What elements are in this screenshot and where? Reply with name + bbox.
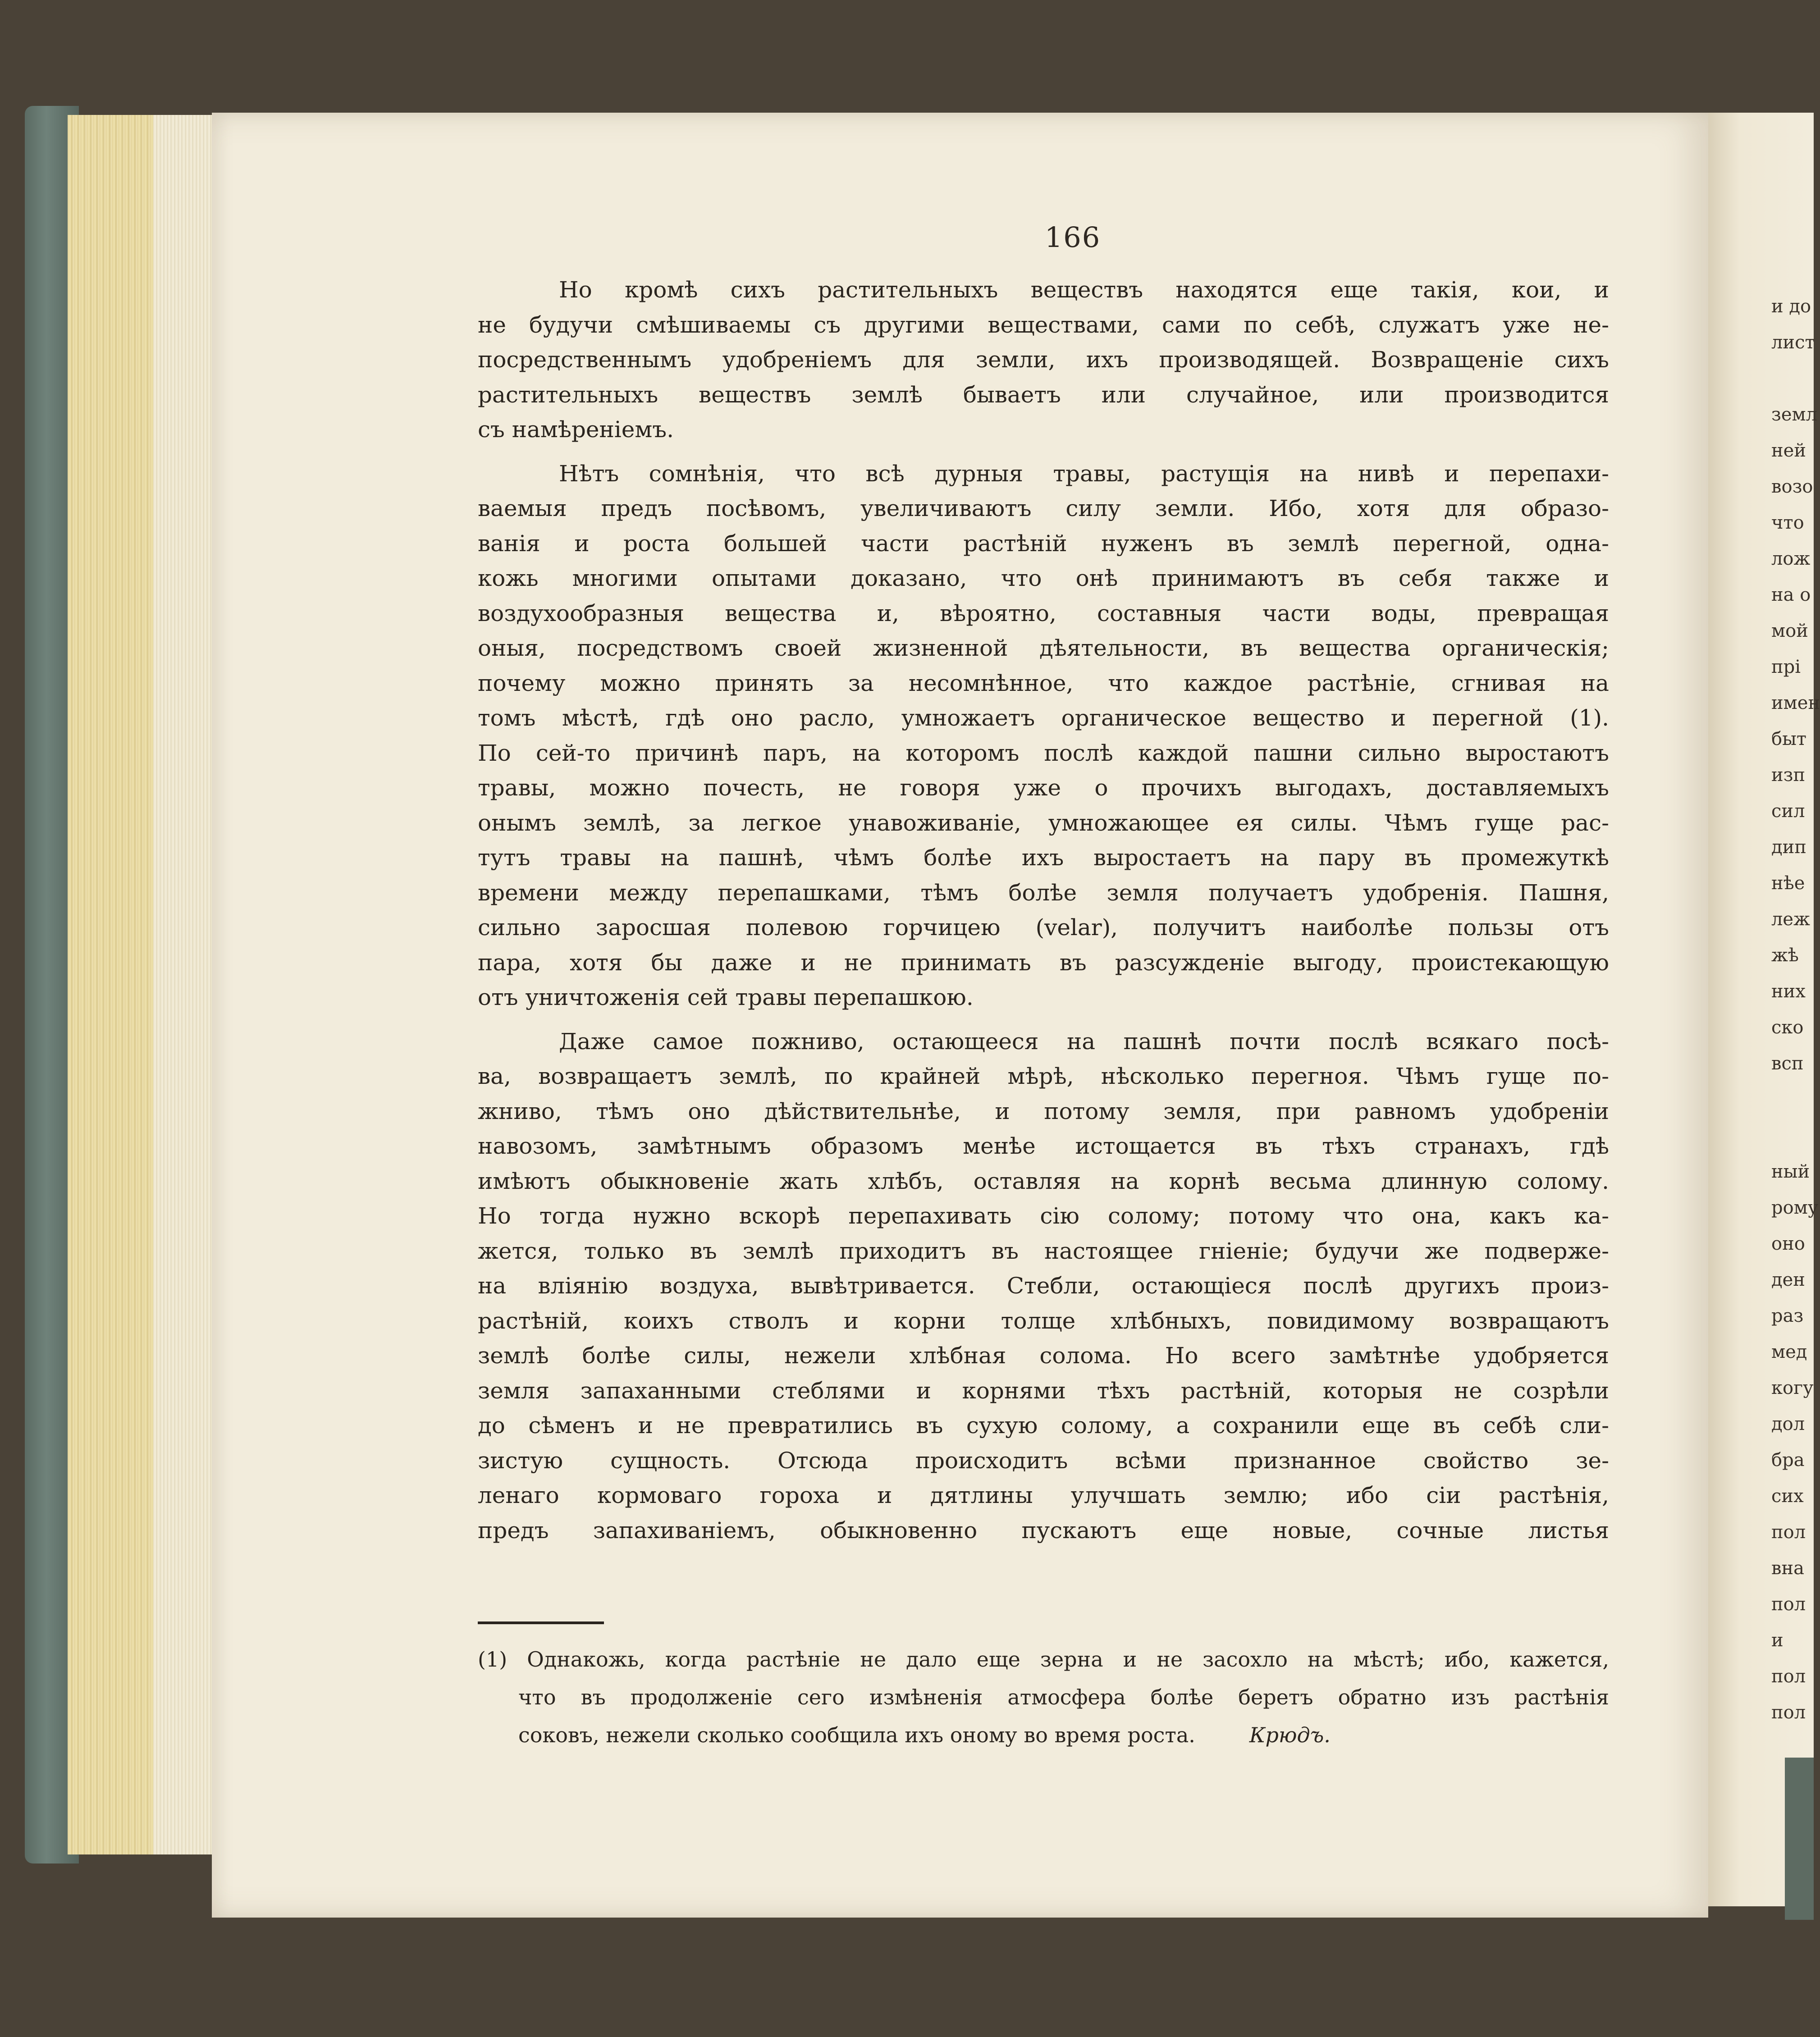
footnote-line: соковъ, нежели сколько сообщила ихъ оному во время роста. <box>518 1723 1195 1747</box>
facing-page-fragment: лист <box>1771 332 1815 353</box>
facing-page-fragment: жѣ <box>1771 945 1799 966</box>
text-line: отъ уничтоженія сей травы перепашкою. <box>478 984 974 1010</box>
facing-page-fragment: пол <box>1771 1522 1806 1543</box>
facing-page-fragment: них <box>1771 981 1806 1002</box>
facing-page-fragment: лож <box>1771 548 1811 569</box>
facing-page-fragment <box>1771 361 1816 397</box>
text-line: имѣютъ обыкновеніе жать хлѣбъ, оставляя на корнѣ весьма длинную солому. <box>478 1168 1609 1194</box>
facing-page-fragment: и до <box>1771 296 1811 317</box>
text-line: По сей-то причинѣ паръ, на которомъ послѣ каждой пашни сильно выростаютъ <box>478 740 1609 766</box>
facing-page-fragment: пол <box>1771 1666 1806 1687</box>
text-line: ваемыя предъ посѣвомъ, увеличиваютъ силу земли. Ибо, хотя для образо- <box>478 495 1609 521</box>
text-line: до сѣменъ и не превратились въ сухую солому, а сохранили еще въ себѣ сли- <box>478 1412 1609 1439</box>
facing-page-fragment: оно <box>1771 1233 1805 1254</box>
facing-page-fragment: ней <box>1771 440 1806 461</box>
text-line: Даже самое пожниво, остающееся на пашнѣ почти послѣ всякаго посѣ- <box>559 1028 1609 1055</box>
text-line: съ намѣреніемъ. <box>478 416 674 443</box>
text-line: жниво, тѣмъ оно дѣйствительнѣе, и потому земля, при равномъ удобреніи <box>478 1098 1609 1124</box>
page-edges <box>68 115 216 1854</box>
text-line: растительныхъ веществъ землѣ бываетъ или случайное, или производится <box>478 381 1609 408</box>
facing-page-fragment <box>1771 1082 1816 1118</box>
facing-page-fragment: нѣе <box>1771 873 1805 894</box>
facing-page-fragment: всп <box>1771 1053 1804 1074</box>
facing-page-fragment: дол <box>1771 1414 1805 1434</box>
footnote-line: что въ продолженіе сего измѣненія атмосфера болѣе беретъ обратно изъ растѣнія <box>518 1685 1609 1709</box>
text-line: Но кромѣ сихъ растительныхъ веществъ находятся еще такія, кои, и <box>559 277 1609 303</box>
text-line: Но тогда нужно вскорѣ перепахивать сію солому; потому что она, какъ ка- <box>478 1203 1609 1229</box>
text-line: томъ мѣстѣ, гдѣ оно расло, умножаетъ органическое вещество и перегной (1). <box>478 705 1609 731</box>
text-line: почему можно принять за несомнѣнное, что каждое растѣніе, сгнивая на <box>478 670 1609 696</box>
text-line: оныя, посредствомъ своей жизненной дѣятельности, въ вещества органическія; <box>478 635 1609 661</box>
facing-page-fragment: на о <box>1771 585 1811 605</box>
text-line: земля запаханными стеблями и корнями тѣхъ растѣній, которыя не созрѣли <box>478 1377 1609 1404</box>
text-line: на вліянію воздуха, вывѣтривается. Стебли, остающіеся послѣ другихъ произ- <box>478 1273 1609 1299</box>
facing-page-fragment: пол <box>1771 1594 1806 1615</box>
text-line: предъ запахиваніемъ, обыкновенно пускаютъ еще новые, сочные листья <box>478 1517 1609 1544</box>
facing-page-fragment: рому <box>1771 1197 1819 1218</box>
facing-page-fragment: вна <box>1771 1558 1805 1579</box>
facing-page-fragment: леж <box>1771 909 1810 930</box>
footnote-rule <box>478 1621 604 1624</box>
facing-page-fragment: мой <box>1771 621 1808 641</box>
footnote-line: (1) Однакожь, когда растѣніе не дало еще зерна и не засохло на мѣстѣ; ибо, кажется, <box>478 1647 1609 1672</box>
facing-page-fragment: ный <box>1771 1161 1810 1182</box>
facing-page-fragment: прі <box>1771 657 1801 677</box>
facing-page-fragment: дип <box>1771 837 1806 858</box>
page-number: 166 <box>1044 221 1101 254</box>
text-line: времени между перепашками, тѣмъ болѣе земля получаетъ удобренія. Пашня, <box>478 879 1609 906</box>
paragraph-1 <box>478 273 1609 448</box>
facing-page-fragment <box>1771 1118 1816 1154</box>
text-line: жется, только въ землѣ приходитъ въ настоящее гніеніе; будучи же подверже- <box>478 1238 1609 1264</box>
facing-page-fragment: мед <box>1771 1342 1807 1362</box>
facing-page-fragment: возо <box>1771 476 1813 497</box>
facing-page-fragment: бра <box>1771 1450 1805 1471</box>
book-cover-right <box>1785 1758 1814 1920</box>
facing-page-fragment: имен <box>1771 693 1820 713</box>
text-line: сильно заросшая полевою горчицею (velar), получитъ наиболѣе пользы отъ <box>478 914 1609 941</box>
facing-page-fragment: сих <box>1771 1486 1804 1507</box>
body-text <box>478 273 1609 1548</box>
text-line: кожь многими опытами доказано, что онѣ принимаютъ въ себя также и <box>478 565 1609 591</box>
facing-page-fragment: и <box>1771 1630 1783 1651</box>
text-line: зистую сущность. Отсюда происходитъ всѣми признанное свойство зе- <box>478 1447 1609 1474</box>
paragraph-2 <box>478 457 1609 1015</box>
footnote-line-last <box>478 1716 1609 1754</box>
text-line: посредственнымъ удобреніемъ для земли, ихъ производящей. Возвращеніе сихъ <box>478 347 1609 373</box>
facing-page-fragment: раз <box>1771 1306 1804 1326</box>
text-line: не будучи смѣшиваемы съ другими веществами, сами по себѣ, служатъ уже не- <box>478 311 1609 338</box>
facing-page-fragment: земл <box>1771 404 1818 425</box>
facing-page-fragment: что <box>1771 512 1804 533</box>
facing-page-fragment: сил <box>1771 801 1805 822</box>
facing-page-fragment: пол <box>1771 1702 1806 1723</box>
facing-page-fragments <box>1771 288 1820 1731</box>
text-line: травы, можно почесть, не говоря уже о прочихъ выгодахъ, доставляемыхъ <box>478 775 1609 801</box>
facing-page-fragment: ско <box>1771 1017 1804 1038</box>
facing-page-fragment: изп <box>1771 765 1806 786</box>
text-line: Нѣтъ сомнѣнія, что всѣ дурныя травы, растущія на нивѣ и перепахи- <box>559 460 1609 487</box>
text-line: навозомъ, замѣтнымъ образомъ менѣе истощается въ тѣхъ странахъ, гдѣ <box>478 1133 1609 1159</box>
footnote-author: Крюдъ. <box>1249 1723 1331 1747</box>
text-line: ванія и роста большей части растѣній нуженъ въ землѣ перегной, одна- <box>478 530 1609 557</box>
text-line: воздухообразныя вещества и, вѣроятно, составныя части воды, превращая <box>478 600 1609 626</box>
text-line: ва, возвращаетъ землѣ, по крайней мѣрѣ, нѣсколько перегноя. Чѣмъ гуще по- <box>478 1063 1609 1089</box>
text-line: онымъ землѣ, за легкое унавоживаніе, умножающее ея силы. Чѣмъ гуще рас- <box>478 809 1609 836</box>
text-line: тутъ травы на пашнѣ, чѣмъ болѣе ихъ выростаетъ на пару въ промежуткѣ <box>478 845 1609 871</box>
text-line: ленаго кормоваго гороха и дятлины улучшать землю; ибо сіи растѣнія, <box>478 1482 1609 1508</box>
text-line: землѣ болѣе силы, нежели хлѣбная солома. Но всего замѣтнѣе удобряется <box>478 1343 1609 1369</box>
footnote <box>478 1640 1609 1754</box>
facing-page-fragment: ден <box>1771 1270 1805 1290</box>
text-line: растѣній, коихъ стволъ и корни толще хлѣбныхъ, повидимому возвращаютъ <box>478 1307 1609 1334</box>
facing-page-fragment: быт <box>1771 729 1807 749</box>
paragraph-3 <box>478 1024 1609 1548</box>
text-line: пара, хотя бы даже и не принимать въ разсужденіе выгоду, проистекающую <box>478 949 1609 976</box>
facing-page-fragment: когу <box>1771 1378 1814 1398</box>
